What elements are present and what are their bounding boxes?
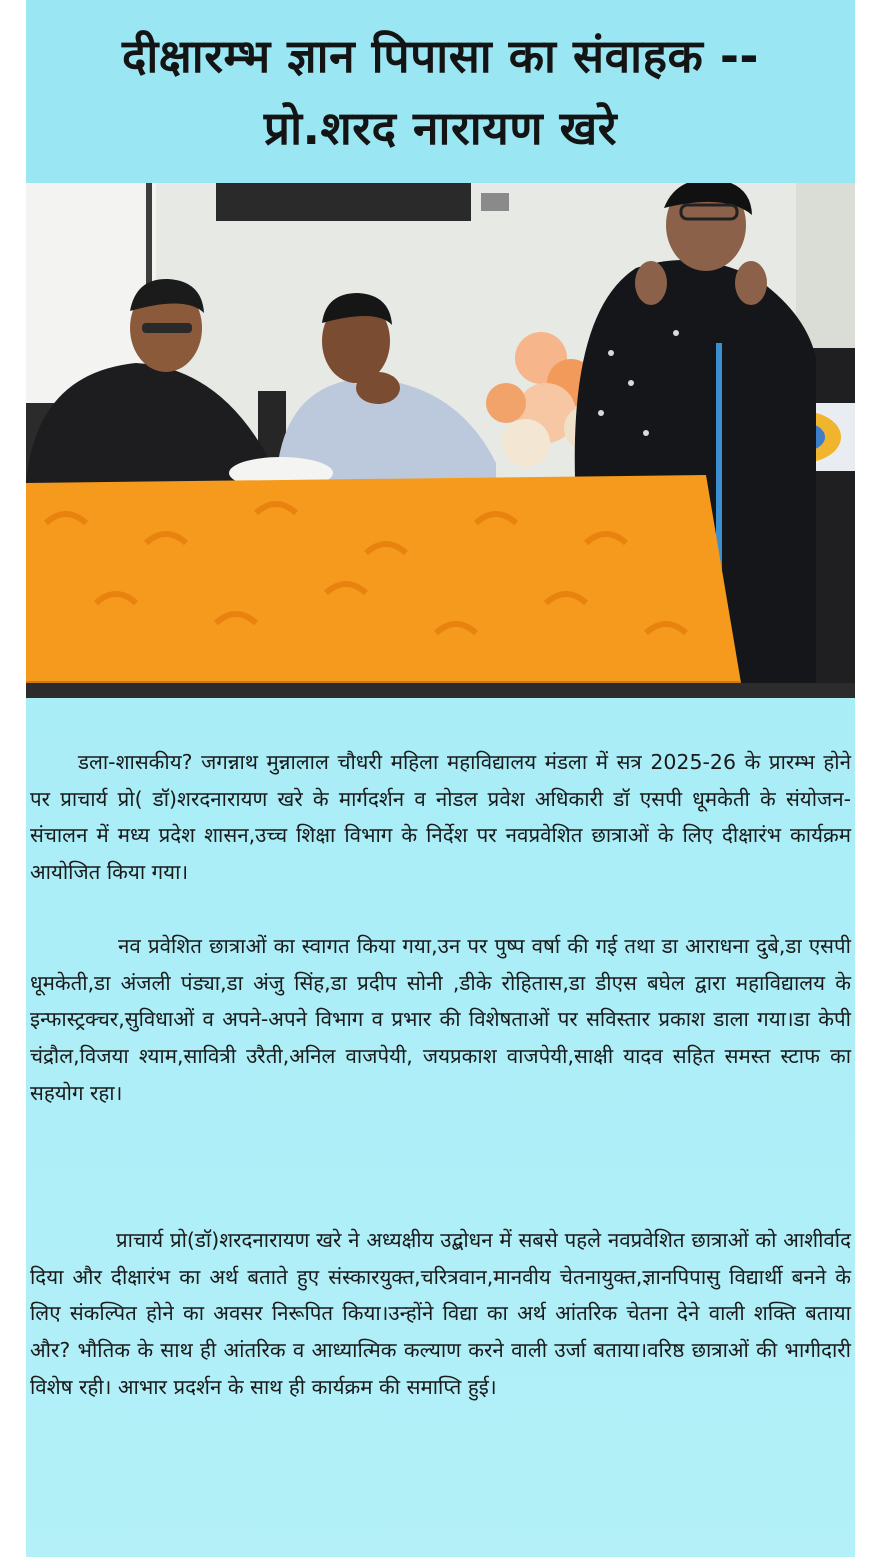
event-photo-illustration: [26, 183, 855, 698]
paragraph-1: डला-शासकीय? जगन्नाथ मुन्नालाल चौधरी महिला महाविद्यालय मंडला में सत्र 2025-26 के प्रारम्भ होने पर प्राचार्य प्रो( डॉ)शरदनारायण खरे के मार्गदर्शन व नोडल प्रवेश अधिकारी डॉ एसपी धूमकेती के संयोजन-संचालन में मध्य प्रदेश शासन,उच्च शिक्षा विभाग के निर्देश पर नवप्रवेशित छात्राओं के लिए दीक्षारंभ कार्यक्रम आयोजित किया गया।: [30, 750, 851, 885]
headline-line-1: दीक्षारम्भ ज्ञान पिपासा का संवाहक --: [121, 28, 760, 83]
event-photo: [26, 183, 855, 698]
orange-tablecloth: [26, 475, 741, 683]
tv-screen: [216, 183, 471, 221]
headline: [26, 0, 855, 183]
wall-socket: [481, 193, 509, 211]
paragraph-3: प्राचार्य प्रो(डॉ)शरदनारायण खरे ने अध्यक्षीय उद्बोधन में सबसे पहले नवप्रवेशित छात्राओं को आशीर्वाद दिया और दीक्षारंभ का अर्थ बताते हुए संस्कारयुक्त,चरित्रवान,मानवीय चेतनायुक्त,ज्ञानपिपासु विद्यार्थी बनने के लिए संकल्पित होने का अवसर निरूपित किया।उन्होंने विद्या का अर्थ आंतरिक चेतना देने वाली शक्ति बताया और? भौतिक के साथ ही आंतरिक व आध्यात्मिक कल्याण करने वाली उर्जा बताया।वरिष्ठ छात्राओं की भागीदारी विशेष रही। आभार प्रदर्शन के साथ ही कार्यक्रम की समाप्ति हुई।: [30, 1228, 851, 1399]
paragraph-2: नव प्रवेशित छात्राओं का स्वागत किया गया,उन पर पुष्प वर्षा की गई तथा डा आराधना दुबे,डा एसपी धूमकेती,डा अंजली पंड्या,डा अंजु सिंह,डा प्रदीप सोनी ,डीके रोहितास,डा डीएस बघेल द्वारा महाविद्यालय के इन्फास्ट्रक्चर,सुविधाओं व अपने-अपने विभाग व प्रभार की विशेषताओं पर सविस्तार प्रकाश डाला गया।डा केपी चंद्रौल,विजया श्याम,सावित्री उरैती,अनिल वाजपेयी, जयप्रकाश वाजपेयी,साक्षी यादव सहित समस्त स्टाफ का सहयोग रहा।: [30, 934, 851, 1105]
photo-bottom-border: [26, 683, 855, 698]
headline-line-2: प्रो.शरद नारायण खरे: [263, 100, 618, 155]
article-body: [26, 698, 855, 1557]
